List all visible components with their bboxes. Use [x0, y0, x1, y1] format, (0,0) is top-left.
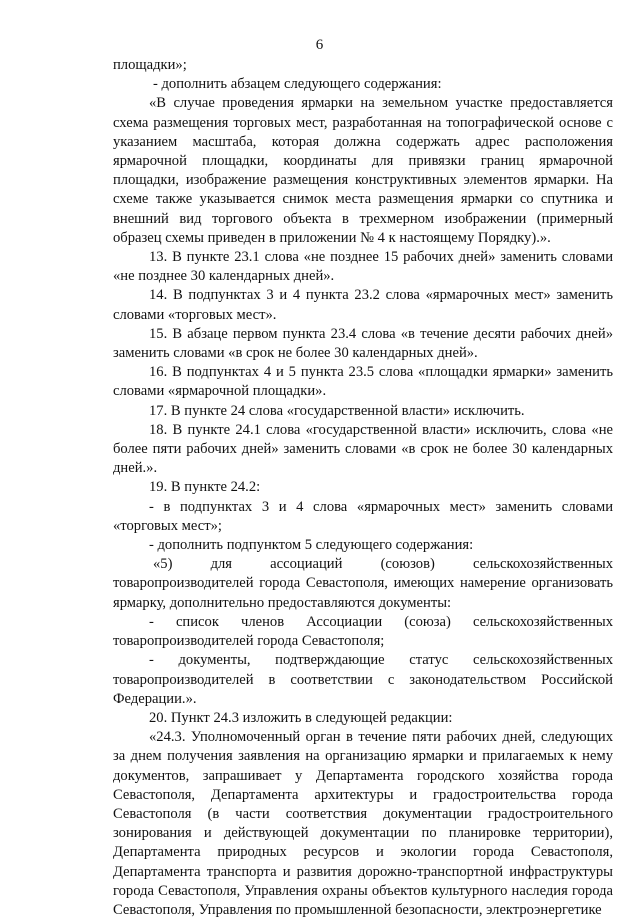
paragraph: - в подпунктах 3 и 4 слова «ярмарочных мест» заменить словами «торговых мест»; — [113, 498, 613, 534]
paragraph: - дополнить абзацем следующего содержания: — [153, 76, 442, 93]
document-body — [113, 56, 613, 920]
paragraph: 19. В пункте 24.2: — [149, 479, 261, 496]
paragraph: 13. В пункте 23.1 слова «не позднее 15 рабочих дней» заменить словами «не позднее 30 календарных дней». — [113, 249, 613, 285]
paragraph: - список членов Ассоциации (союза) сельскохозяйственных товаропроизводителей города Севастополя; — [113, 613, 613, 650]
paragraph: - документы, подтверждающие статус сельскохозяйственных товаропроизводителей в соответствии с законодательством Российской Федерации.». — [113, 652, 613, 707]
paragraph: 16. В подпунктах 4 и 5 пункта 23.5 слова «площадки ярмарки» заменить словами «ярмарочной площадки». — [113, 364, 613, 400]
paragraph: площадки»; — [113, 57, 187, 73]
paragraph: 20. Пункт 24.3 изложить в следующей редакции: — [149, 709, 453, 726]
paragraph: 18. В пункте 24.1 слова «государственной власти» исключить, слова «не более пяти рабочих дней» заменить словами «в срок не более 30 календарных дней.». — [113, 421, 613, 477]
paragraph: 17. В пункте 24 слова «государственной власти» исключить. — [149, 402, 525, 419]
paragraph: «5) для ассоциаций (союзов) сельскохозяйственных товаропроизводителей города Севастополя, имеющих намерение организовать ярмарку, дополнительно предоставляются документы: — [113, 556, 613, 611]
page-number: 6 — [315, 37, 324, 53]
paragraph: «24.3. Уполномоченный орган в течение пяти рабочих дней, следующих за днем получения заявления на организацию ярмарки и прилагаемых к нему документов, запрашивает у Департамента городского хозяйства города Севастополя, Департамента архитектуры и градостроительства города Севастополя (в части соответствия документации градостроительного зонирования и действующей документации по планировке территории), Департамента природных ресурсов и экологии города Севастополя, Департамента транспорта и развития дорожно-транспортной инфраструктуры города Севастополя, Управления охраны объектов культурного наследия города Севастополя, Управления по промышленной безопасности, электроэнергетике — [113, 729, 613, 918]
paragraph: 14. В подпунктах 3 и 4 пункта 23.2 слова «ярмарочных мест» заменить словами «торговых мест». — [113, 287, 613, 323]
paragraph: 15. В абзаце первом пункта 23.4 слова «в течение десяти рабочих дней» заменить словами «в срок не более 30 календарных дней». — [113, 325, 613, 362]
paragraph: «В случае проведения ярмарки на земельном участке предоставляется схема размещения торговых мест, разработанная на топографической основе с указанием масштаба, которая должна содержать адрес расположения ярмарочной площадки, координаты для привязки границ ярмарочной площадки, изображение размещения конструктивных элементов ярмарки. На схеме также указывается снимок места размещения ярмарки со спутника и внешний вид торгового объекта в трехмерном изображении (примерный образец схемы приведен в приложении № 4 к настоящему Порядку).». — [113, 95, 613, 246]
paragraph: - дополнить подпунктом 5 следующего содержания: — [149, 537, 474, 554]
